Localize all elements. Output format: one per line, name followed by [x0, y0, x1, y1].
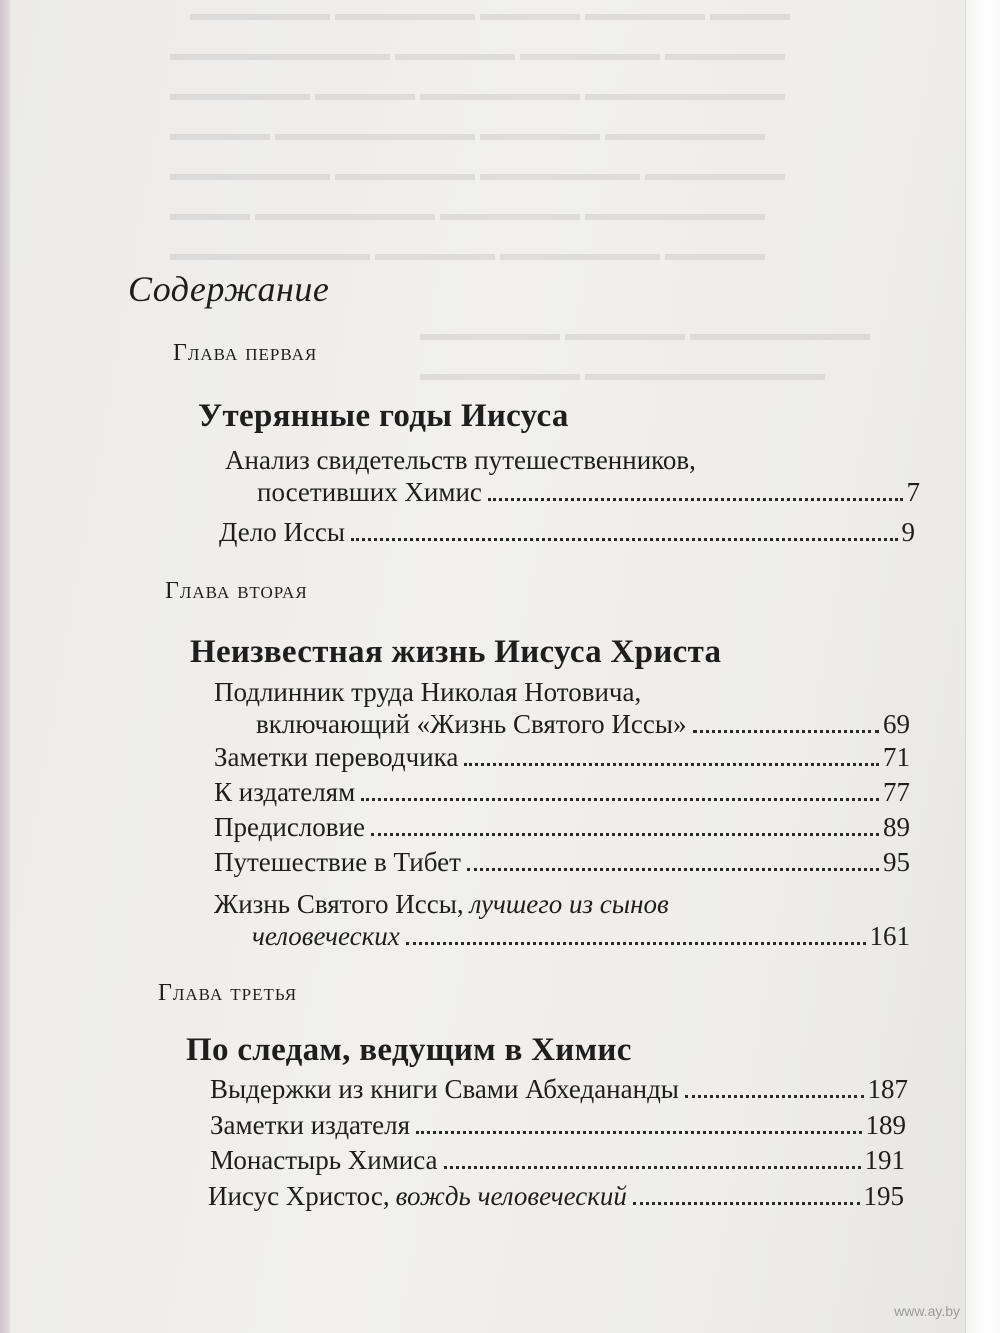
- dot-leader: [416, 1130, 861, 1134]
- entry-text: Заметки переводчика: [214, 742, 459, 772]
- dot-leader: [693, 729, 880, 733]
- dot-leader: [633, 1201, 860, 1205]
- page-number: 7: [906, 477, 920, 507]
- toc-entry[interactable]: [219, 516, 915, 548]
- page-right-edge: [965, 0, 1000, 1333]
- entry-text-plain: Жизнь Святого Иссы,: [214, 889, 464, 919]
- dot-leader: [685, 1094, 864, 1098]
- dot-leader: [371, 832, 879, 836]
- page-number: 161: [869, 921, 910, 951]
- toc-entry[interactable]: [214, 811, 910, 843]
- toc-entry[interactable]: [210, 1144, 905, 1176]
- dot-leader: [467, 867, 879, 871]
- dot-leader: [351, 537, 897, 541]
- entry-text-line1: Подлинник труда Николая Нотовича,: [214, 677, 642, 707]
- page-number: 71: [883, 742, 910, 772]
- page-number: 187: [867, 1074, 908, 1104]
- entry-text-line2: посетивших Химис: [257, 477, 482, 507]
- toc-entry[interactable]: [214, 676, 910, 740]
- toc-entry[interactable]: [214, 846, 910, 878]
- page-number: 77: [883, 777, 910, 807]
- entry-text: Заметки издателя: [210, 1110, 411, 1140]
- page-number: 195: [863, 1181, 904, 1211]
- page-number: 89: [883, 812, 910, 842]
- toc-entry[interactable]: [225, 444, 920, 508]
- toc-entry[interactable]: [210, 1073, 908, 1105]
- entry-text-italic: вождь человеческий: [395, 1181, 627, 1211]
- dot-leader: [488, 497, 903, 501]
- entry-text: Предисловие: [214, 812, 365, 842]
- toc-entry[interactable]: [208, 1180, 904, 1212]
- page-number: 9: [901, 517, 915, 547]
- toc-entry[interactable]: [214, 776, 910, 808]
- page-number: 95: [883, 847, 910, 877]
- watermark: www.ay.by: [894, 1303, 960, 1319]
- chapter-title-1: Утерянные годы Иисуса: [198, 398, 569, 434]
- dot-leader: [361, 797, 879, 801]
- entry-text-plain: Иисус Христос,: [208, 1181, 390, 1211]
- page-number: 189: [865, 1110, 906, 1140]
- entry-text-line1: Анализ свидетельств путешественников,: [225, 445, 696, 475]
- entry-text-line2: включающий «Жизнь Святого Иссы»: [256, 709, 687, 739]
- chapter-title-2: Неизвестная жизнь Иисуса Христа: [190, 634, 722, 670]
- chapter-title-3: По следам, ведущим в Химис: [186, 1032, 632, 1068]
- dot-leader: [464, 762, 879, 766]
- toc-entry[interactable]: [214, 741, 910, 773]
- entry-text: Путешествие в Тибет: [214, 847, 461, 877]
- toc-entry[interactable]: [214, 888, 910, 952]
- dot-leader: [444, 1165, 861, 1169]
- page-number: 69: [883, 709, 910, 739]
- entry-text: Дело Иссы: [219, 517, 346, 547]
- entry-text: К издателям: [214, 777, 356, 807]
- toc-entry[interactable]: [210, 1109, 906, 1141]
- chapter-label-2: Глава вторая: [165, 578, 308, 604]
- entry-text-italic-line2: человеческих: [252, 921, 400, 951]
- entry-text-italic: лучшего из сынов: [469, 889, 669, 919]
- chapter-label-1: Глава первая: [173, 340, 318, 366]
- dot-leader: [406, 941, 866, 945]
- entry-text: Монастырь Химиса: [210, 1145, 438, 1175]
- toc-heading: Содержание: [128, 269, 330, 309]
- chapter-label-3: Глава третья: [158, 980, 298, 1006]
- bleed-through-texture: ▬▬▬▬▬▬▬ ▬▬▬▬▬▬▬ ▬▬▬▬▬ ▬▬▬▬▬▬ ▬▬▬▬ ▬▬▬▬▬▬▬▬▬▬▬ ▬▬▬▬▬▬ ▬▬▬▬▬▬▬ ▬▬▬▬▬▬ ▬▬▬▬▬▬▬ ▬▬▬▬▬ ▬▬▬▬▬▬▬▬ ▬▬▬▬▬▬▬▬▬▬ ▬▬▬▬▬ ▬▬▬▬▬▬▬▬▬▬ ▬▬▬▬▬▬ ▬▬▬▬▬▬▬▬ ▬▬▬▬▬▬▬▬ ▬▬▬▬▬▬▬ ▬▬▬▬▬▬▬▬ ▬▬▬▬▬▬▬ ▬▬▬▬ ▬▬▬▬▬▬▬▬▬ ▬▬▬▬▬▬▬ ▬▬▬▬▬▬▬▬▬ ▬▬▬▬▬▬▬▬▬▬ ▬▬▬▬▬▬ ▬▬▬▬▬▬▬▬ ▬▬▬▬▬ ▬▬▬▬▬▬▬ ▬▬▬▬▬▬ ▬▬▬▬▬▬▬▬▬ ▬▬▬▬▬▬▬▬ ▬▬▬▬▬▬▬▬▬▬▬▬: [170, 3, 870, 385]
- page-number: 191: [864, 1145, 905, 1175]
- entry-text: Выдержки из книги Свами Абхедананды: [210, 1074, 679, 1104]
